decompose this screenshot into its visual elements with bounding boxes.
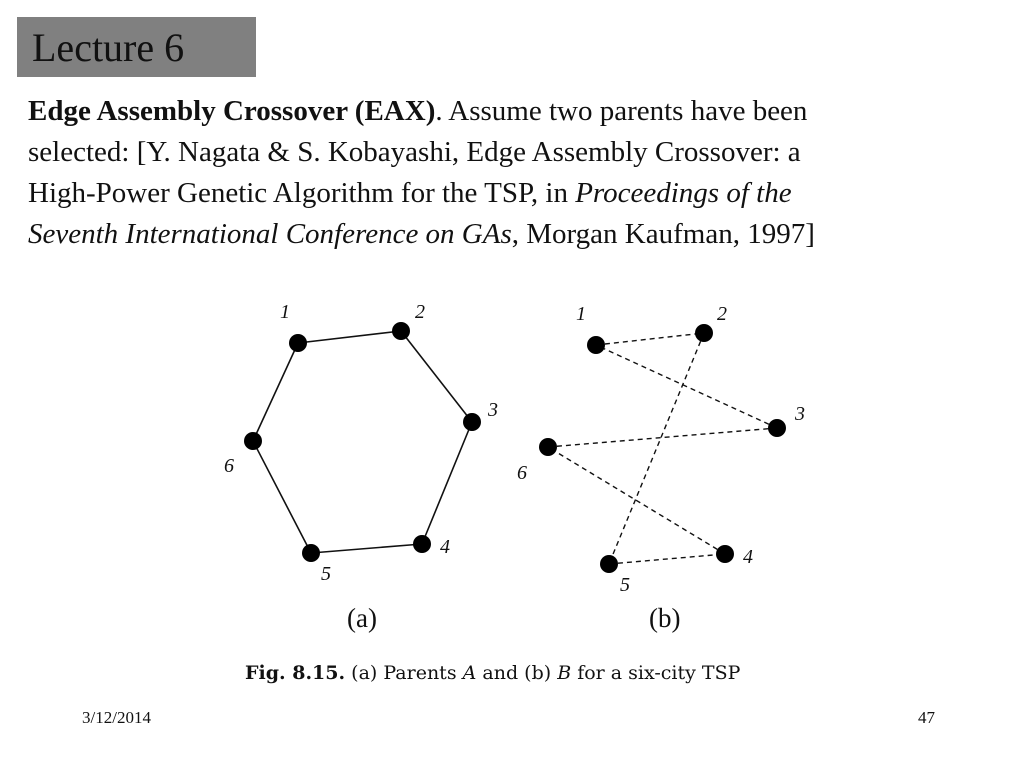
graph-b-edge-3-1 bbox=[596, 345, 777, 428]
graph-a-node-label-4: 4 bbox=[440, 536, 450, 558]
graph-a-node-2 bbox=[392, 322, 410, 340]
graph-b-node-label-3: 3 bbox=[795, 403, 805, 425]
graph-b-edge-2-5 bbox=[609, 333, 704, 564]
graph-b-node-label-6: 6 bbox=[517, 462, 527, 484]
graph-b-label: (b) bbox=[649, 603, 681, 633]
graph-a-label: (a) bbox=[347, 603, 377, 633]
graph-a-node-4 bbox=[413, 535, 431, 553]
graph-b-node-5 bbox=[600, 555, 618, 573]
body-line-4-rest: , Morgan Kaufman, 1997] bbox=[511, 218, 815, 250]
graph-b-node-label-1: 1 bbox=[576, 303, 586, 325]
caption-fig-number: Fig. 8.15. bbox=[245, 662, 346, 684]
graph-b-edge-4-6 bbox=[548, 447, 725, 554]
body-line-2: selected: [Y. Nagata & S. Kobayashi, Edge Assembly Crossover: a bbox=[28, 136, 801, 168]
graph-a-edge-2-3 bbox=[401, 331, 472, 422]
graph-a-edge-1-2 bbox=[298, 331, 401, 343]
graph-b-edge-1-2 bbox=[596, 333, 704, 345]
graph-a-node-label-3: 3 bbox=[488, 399, 498, 421]
graph-a-node-1 bbox=[289, 334, 307, 352]
graph-b-edge-5-4 bbox=[609, 554, 725, 564]
graph-a-edge-3-4 bbox=[422, 422, 472, 544]
graph-b-node-1 bbox=[587, 336, 605, 354]
graph-a-edge-4-5 bbox=[311, 544, 422, 553]
graph-b-edge-6-3 bbox=[548, 428, 777, 447]
graph-b bbox=[517, 303, 805, 596]
caption-text-3: for a six-city TSP bbox=[571, 662, 741, 684]
body-line-3-plain: High-Power Genetic Algorithm for the TSP, in bbox=[28, 177, 576, 209]
eax-heading: Edge Assembly Crossover (EAX) bbox=[28, 95, 436, 127]
graph-a bbox=[224, 301, 498, 585]
graph-b-node-3 bbox=[768, 419, 786, 437]
footer-page-number: 47 bbox=[918, 708, 935, 727]
graph-a-node-label-6: 6 bbox=[224, 455, 234, 477]
caption-text-1: (a) Parents bbox=[345, 662, 463, 684]
graph-b-node-label-2: 2 bbox=[717, 303, 727, 325]
slide-title: Lecture 6 bbox=[32, 25, 185, 70]
caption-parent-a: A bbox=[462, 662, 477, 684]
graph-a-edge-5-6 bbox=[253, 441, 311, 553]
body-line-3-italic: Proceedings of the bbox=[575, 177, 792, 209]
graph-b-node-4 bbox=[716, 545, 734, 563]
graph-b-node-6 bbox=[539, 438, 557, 456]
caption-text-2: and (b) bbox=[476, 662, 558, 684]
graph-b-node-label-5: 5 bbox=[620, 574, 630, 596]
graph-a-node-5 bbox=[302, 544, 320, 562]
figure-caption bbox=[245, 662, 740, 684]
graph-b-node-label-4: 4 bbox=[743, 546, 753, 568]
graph-a-node-label-2: 2 bbox=[415, 301, 425, 323]
body-line-4-italic: Seventh International Conference on GAs bbox=[28, 218, 512, 250]
footer-date: 3/12/2014 bbox=[82, 708, 151, 727]
graph-a-edge-6-1 bbox=[253, 343, 298, 441]
graph-b-node-2 bbox=[695, 324, 713, 342]
body-line-1-rest: . Assume two parents have been bbox=[435, 95, 808, 127]
graph-a-node-label-1: 1 bbox=[280, 301, 290, 323]
graph-a-node-6 bbox=[244, 432, 262, 450]
caption-parent-b: B bbox=[557, 662, 572, 684]
graph-a-node-3 bbox=[463, 413, 481, 431]
graph-a-node-label-5: 5 bbox=[321, 563, 331, 585]
